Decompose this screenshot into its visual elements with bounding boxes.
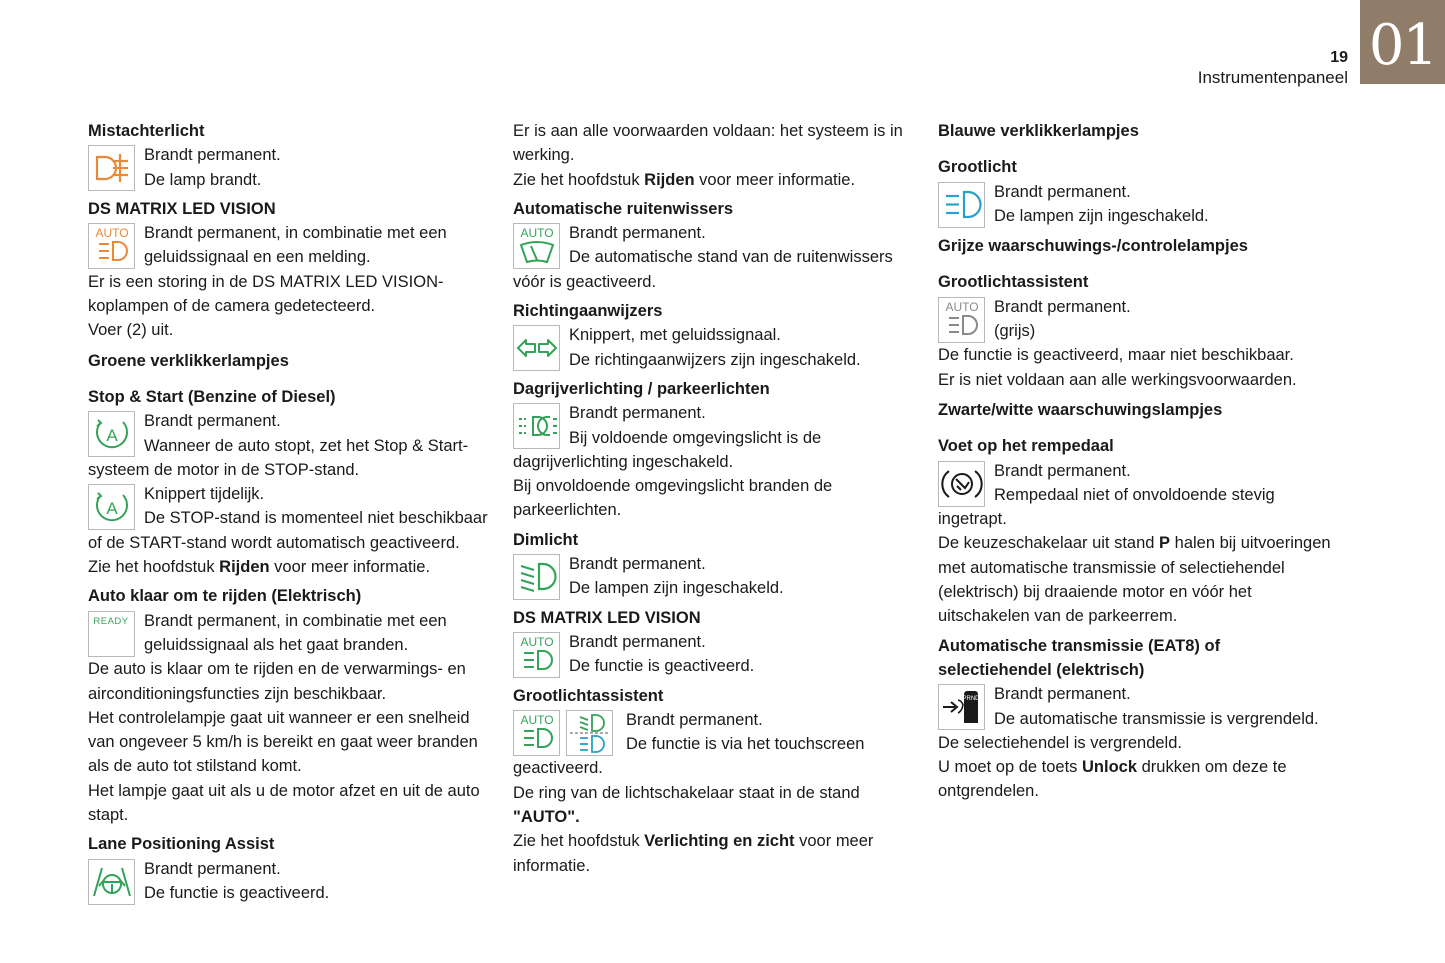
text-line: Bij voldoende omgevingslicht is de	[569, 428, 822, 447]
text-line: Brandt permanent.	[569, 404, 706, 423]
heading-dipped: Dimlicht	[513, 530, 579, 549]
text-line	[513, 805, 913, 829]
text-line: als de auto tot stilstand komt.	[88, 757, 302, 776]
text-line: airconditioningsfuncties zijn beschikbaar.	[88, 684, 387, 703]
heading-wipers: Automatische ruitenwissers	[513, 199, 734, 218]
dipped-beam-icon	[513, 554, 560, 600]
text-line: De ring van de lichtschakelaar staat in de stand	[513, 783, 860, 802]
text-line: geactiveerd.	[513, 759, 603, 778]
stop-start-letter: A	[105, 499, 118, 519]
text-line: (elektrisch) bij draaiende motor en vóór het	[938, 583, 1252, 602]
text-line: De lamp brandt.	[144, 170, 262, 189]
high-beam-icon	[938, 182, 985, 228]
auto-label: AUTO	[519, 226, 554, 241]
heading-ready: Auto klaar om te rijden (Elektrisch)	[88, 587, 362, 606]
text-line	[513, 168, 913, 192]
text-line: Er is niet voldaan aan alle werkingsvoorwaarden.	[938, 370, 1297, 389]
gear-letter: PRND	[961, 696, 980, 703]
section-title: Instrumentenpaneel	[1197, 68, 1348, 87]
heading-stop-start: Stop & Start (Benzine of Diesel)	[88, 387, 336, 406]
text-fragment: De keuzeschakelaar uit stand	[938, 534, 1160, 553]
text-line: Brandt permanent.	[626, 710, 763, 729]
column-1	[88, 119, 488, 905]
text-line: De automatische stand van de ruitenwissers	[569, 248, 893, 267]
chapter-reference: Rijden	[219, 558, 270, 577]
text-line: geluidssignaal als het gaat branden.	[144, 635, 409, 654]
auto-wiper-icon	[513, 223, 560, 269]
text-line: ingetrapt.	[938, 510, 1007, 529]
text-line: Brandt permanent.	[569, 555, 706, 574]
text-line: koplampen of de camera gedetecteerd.	[88, 297, 376, 316]
heading-line: Automatische transmissie (EAT8) of	[938, 636, 1221, 655]
text-line: ontgrendelen.	[938, 782, 1039, 801]
text-line	[938, 531, 1338, 555]
heading-foot-on-brake: Voet op het rempedaal	[938, 437, 1114, 456]
text-line: Er is een storing in de DS MATRIX LED VISION-	[88, 272, 444, 291]
text-line: Brandt permanent.	[144, 146, 281, 165]
unlock-key-label: Unlock	[1082, 758, 1138, 777]
text-line: De STOP-stand is momenteel niet beschikbaar	[144, 509, 488, 528]
text-line	[88, 555, 488, 579]
group-heading-grey: Grijze waarschuwings-/controlelampjes	[938, 237, 1248, 256]
chapter-tab	[1360, 0, 1445, 84]
high-low-beam-icon	[566, 710, 613, 756]
text-line: informatie.	[513, 856, 591, 875]
text-line: Knippert tijdelijk.	[144, 485, 265, 504]
chapter-reference: Verlichting en zicht	[644, 832, 795, 851]
text-line: Het lampje gaat uit als u de motor afzet en uit de auto	[88, 781, 480, 800]
text-line: Brandt permanent, in combinatie met een	[144, 224, 447, 243]
text-line: De lampen zijn ingeschakeld.	[994, 206, 1209, 225]
text-fragment: U moet op de toets	[938, 758, 1082, 777]
text-line: Wanneer de auto stopt, zet het Stop & Start-	[144, 436, 469, 455]
text-line: Rempedaal niet of onvoldoende stevig	[994, 485, 1275, 504]
text-fragment: Zie het hoofdstuk	[513, 832, 645, 851]
text-line: dagrijverlichting ingeschakeld.	[513, 452, 734, 471]
text-line: Er is aan alle voorwaarden voldaan: het systeem is in	[513, 122, 903, 140]
text-line: Brandt permanent.	[144, 412, 281, 431]
text-line: Brandt permanent.	[994, 297, 1131, 316]
text-line: De selectiehendel is vergrendeld.	[938, 733, 1182, 752]
heading-matrix-green: DS MATRIX LED VISION	[513, 608, 701, 627]
text-line: De richtingaanwijzers zijn ingeschakeld.	[569, 350, 861, 369]
group-heading-blue: Blauwe verklikkerlampjes	[938, 122, 1139, 140]
text-fragment: Zie het hoofdstuk	[88, 558, 220, 577]
text-line: De automatische transmissie is vergrendeld.	[994, 709, 1319, 728]
text-line: Brandt permanent.	[144, 859, 281, 878]
text-line: Brandt permanent.	[994, 685, 1131, 704]
text-line: of de START-stand wordt automatisch geactiveerd.	[88, 533, 460, 552]
foot-on-brake-icon	[938, 461, 985, 507]
heading-hba: Grootlichtassistent	[513, 686, 664, 705]
text-line: De functie is geactiveerd, maar niet beschikbaar.	[938, 346, 1294, 365]
gear-position: P	[1159, 534, 1171, 553]
text-line: met automatische transmissie of selectiehendel	[938, 558, 1285, 577]
auto-headlamp-green-icon	[513, 632, 560, 678]
heading-indicators: Richtingaanwijzers	[513, 302, 663, 321]
group-heading-black-white: Zwarte/witte waarschuwingslampjes	[938, 400, 1223, 419]
heading-line: selectiehendel (elektrisch)	[938, 660, 1145, 679]
heading-matrix: DS MATRIX LED VISION	[88, 199, 276, 218]
auto-label: AUTO	[519, 712, 554, 727]
auto-headlamp-green-icon	[513, 710, 560, 756]
page-number: 19	[1330, 49, 1348, 66]
text-line: van ongeveer 5 km/h is bereikt en gaat weer branden	[88, 733, 478, 752]
heading-lane-positioning: Lane Positioning Assist	[88, 835, 275, 854]
auto-headlamp-grey-icon	[938, 297, 985, 343]
text-line: systeem de motor in de STOP-stand.	[88, 460, 360, 479]
text-line: De functie is via het touchscreen	[626, 735, 865, 754]
text-line: De functie is geactiveerd.	[144, 883, 330, 902]
text-line: Brandt permanent.	[569, 224, 706, 243]
text-fragment: drukken om deze te	[1137, 758, 1287, 777]
heading-high-beam: Grootlicht	[938, 158, 1017, 177]
auto-label: AUTO	[519, 634, 554, 649]
ready-label: READY	[93, 615, 129, 627]
gear-selector-lock-icon	[938, 684, 985, 730]
text-line: De auto is klaar om te rijden en de verwarmings- en	[88, 660, 466, 679]
rear-fog-light-icon	[88, 145, 135, 191]
lane-positioning-icon	[88, 859, 135, 905]
text-line: vóór is geactiveerd.	[513, 272, 657, 291]
heading-gearbox	[938, 634, 1338, 683]
text-line: stapt.	[88, 806, 129, 825]
heading-hba-grey: Grootlichtassistent	[938, 273, 1089, 292]
hba-icon-pair	[513, 708, 620, 756]
daytime-running-light-icon	[513, 403, 560, 449]
text-line: uitschakelen van de parkeerrem.	[938, 607, 1178, 626]
auto-label: AUTO	[944, 299, 979, 314]
text-line: parkeerlichten.	[513, 501, 622, 520]
text-fragment: voor meer informatie.	[694, 170, 856, 189]
column-2	[513, 119, 913, 878]
text-fragment: Zie het hoofdstuk	[513, 170, 645, 189]
stop-start-icon	[88, 411, 135, 457]
text-fragment: halen bij uitvoeringen	[1170, 534, 1331, 553]
ready-icon	[88, 611, 135, 657]
auto-mode-label: "AUTO".	[513, 808, 580, 827]
text-line: Brandt permanent.	[994, 461, 1131, 480]
column-3	[938, 119, 1338, 804]
heading-drl: Dagrijverlichting / parkeerlichten	[513, 379, 770, 398]
auto-label: AUTO	[94, 226, 129, 241]
text-line: Knippert, met geluidssignaal.	[569, 326, 781, 345]
text-line: Brandt permanent, in combinatie met een	[144, 611, 447, 630]
text-fragment: voor meer	[794, 832, 874, 851]
text-line: (grijs)	[994, 322, 1036, 341]
stop-start-icon	[88, 484, 135, 530]
group-heading-green: Groene verklikkerlampjes	[88, 351, 289, 370]
turn-signal-icon	[513, 325, 560, 371]
auto-headlamp-orange-icon	[88, 223, 135, 269]
text-line: De lampen zijn ingeschakeld.	[569, 579, 784, 598]
heading-rear-fog: Mistachterlicht	[88, 122, 205, 140]
text-line: geluidssignaal en een melding.	[144, 248, 371, 267]
text-line	[938, 755, 1338, 779]
text-line	[513, 829, 913, 853]
text-line: Brandt permanent.	[994, 182, 1131, 201]
text-line: Bij onvoldoende omgevingslicht branden de	[513, 477, 833, 496]
text-line: werking.	[513, 146, 575, 165]
chapter-number: 01	[1368, 13, 1437, 78]
text-fragment: voor meer informatie.	[269, 558, 431, 577]
text-line: De functie is geactiveerd.	[569, 657, 755, 676]
text-line: Voer (2) uit.	[88, 321, 174, 340]
text-line: Brandt permanent.	[569, 632, 706, 651]
text-line: Het controlelampje gaat uit wanneer er een snelheid	[88, 708, 470, 727]
chapter-reference: Rijden	[644, 170, 695, 189]
stop-start-letter: A	[105, 426, 118, 446]
